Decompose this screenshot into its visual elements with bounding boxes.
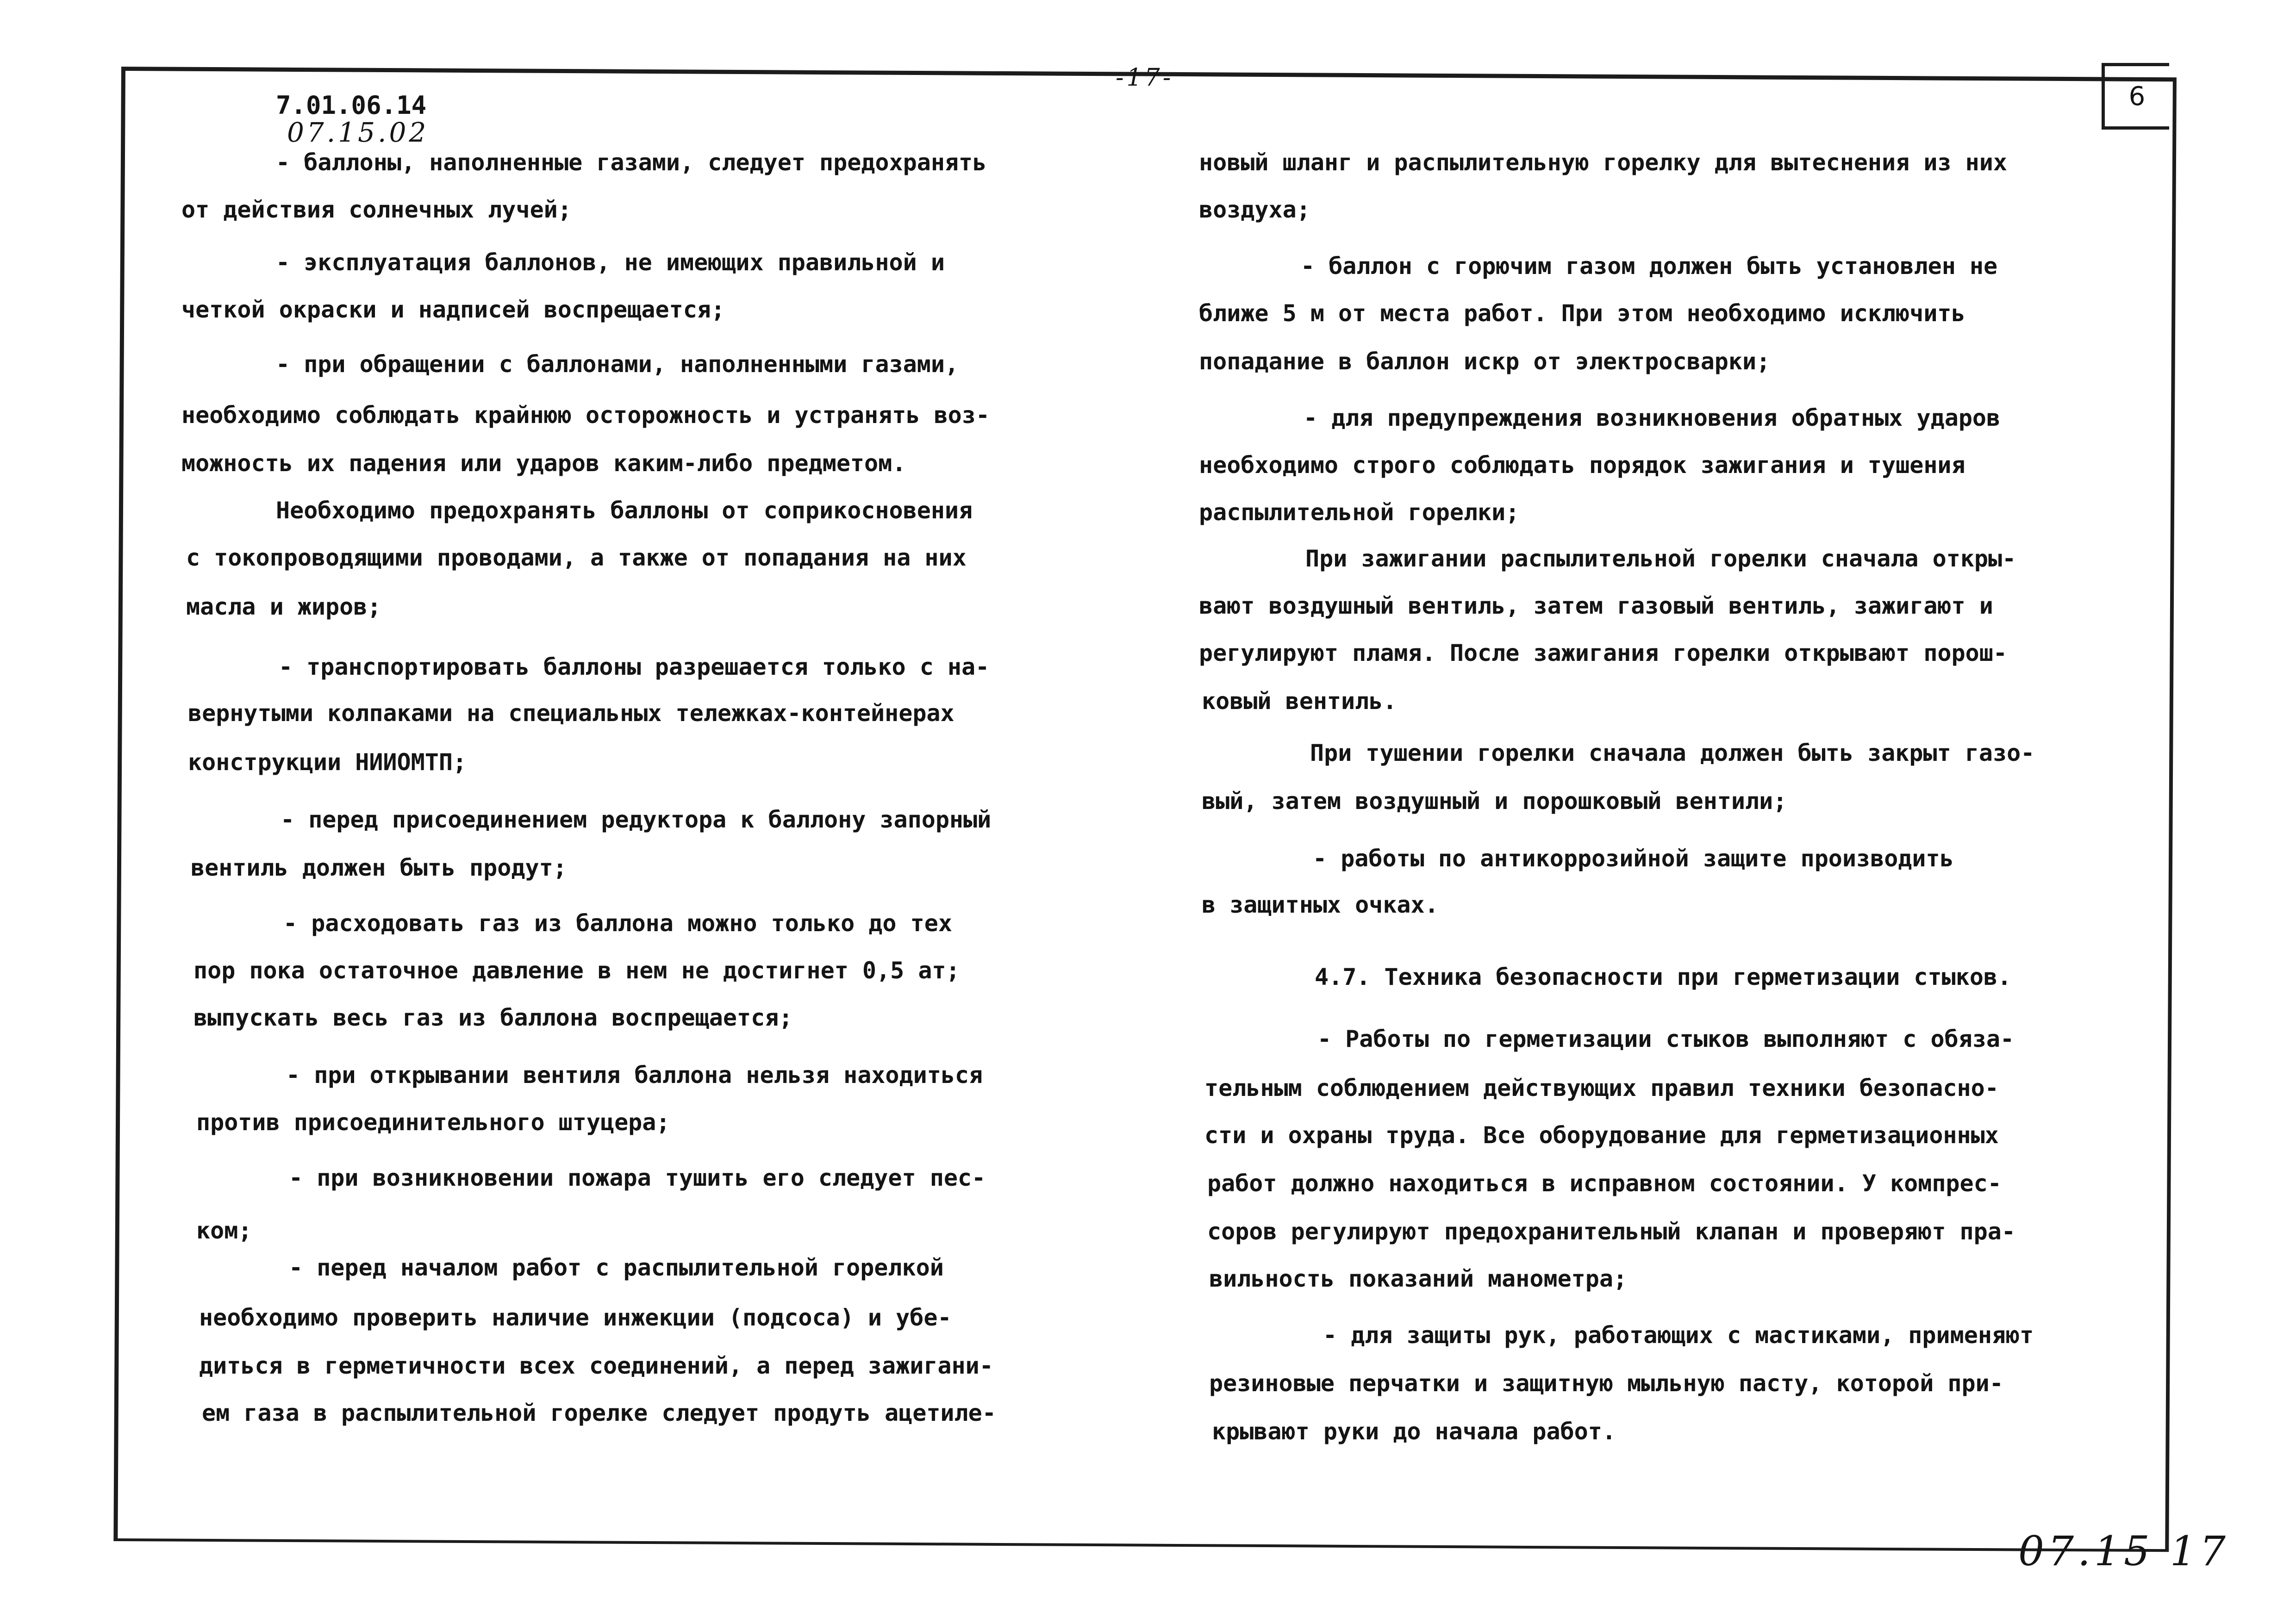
text-line: с токопроводящими проводами, а также от попадания на них: [186, 544, 967, 571]
text-line: диться в герметичности всех соединений, а перед зажигани-: [199, 1352, 993, 1379]
text-line: вильность показаний манометра;: [1209, 1265, 1628, 1292]
text-line: ком;: [196, 1217, 252, 1244]
text-line: конструкции НИИОМТП;: [188, 749, 467, 776]
text-line: - для предупреждения возникновения обратных ударов: [1304, 404, 2001, 431]
text-line: ем газа в распылительной горелке следует продуть ацетиле-: [202, 1400, 996, 1426]
document-code: 7.01.06.14: [276, 91, 427, 120]
text-line: ковый вентиль.: [1202, 688, 1397, 715]
handwritten-document-code: 07.15.02: [287, 117, 429, 148]
text-line: - транспортировать баллоны разрешается только с на-: [279, 653, 990, 680]
sheet-number-box: [2102, 63, 2169, 130]
text-line: ближе 5 м от места работ. При этом необходимо исключить: [1199, 300, 1965, 327]
text-line: - при возникновении пожара тушить его следует пес-: [289, 1164, 986, 1191]
text-line: воздуха;: [1199, 196, 1310, 223]
text-line: - расходовать газ из баллона можно только до тех: [283, 910, 952, 937]
text-line: вый, затем воздушный и порошковый вентили;: [1202, 788, 1787, 815]
text-line: - перед присоединением редуктора к баллону запорный: [281, 806, 992, 833]
text-line: против присоединительного штуцера;: [196, 1109, 670, 1136]
text-line: выпускать весь газ из баллона воспрещается;: [193, 1004, 793, 1031]
text-line: необходимо соблюдать крайнюю осторожность и устранять воз-: [181, 402, 990, 429]
sheet-number: 6: [2128, 81, 2146, 112]
text-line: в защитных очках.: [1202, 891, 1439, 918]
text-line: - при открывании вентиля баллона нельзя находиться: [286, 1062, 983, 1089]
text-line: - для защиты рук, работающих с мастиками, применяют: [1323, 1322, 2034, 1349]
text-line: попадание в баллон искр от электросварки;: [1199, 348, 1771, 375]
handwritten-page-code: 07.15 17: [2018, 1527, 2229, 1575]
text-line: новый шланг и распылительную горелку для вытеснения из них: [1199, 149, 2007, 176]
text-line: тельным соблюдением действующих правил техники безопасно-: [1204, 1075, 1999, 1101]
text-line: вернутыми колпаками на специальных тележках-контейнерах: [188, 700, 955, 727]
text-line: работ должно находиться в исправном состоянии. У компрес-: [1207, 1170, 2002, 1197]
text-line: вентиль должен быть продут;: [191, 854, 567, 881]
text-line: - при обращении с баллонами, наполненными газами,: [276, 351, 959, 378]
text-line: регулируют пламя. После зажигания горелки открывают порош-: [1199, 640, 2007, 666]
text-line: соров регулируют предохранительный клапан и проверяют пра-: [1207, 1218, 2015, 1245]
text-line: - Работы по герметизации стыков выполняют с обяза-: [1317, 1026, 2015, 1052]
text-line: Необходимо предохранять баллоны от соприкосновения: [276, 497, 973, 524]
text-line: - баллон с горючим газом должен быть установлен не: [1301, 253, 1998, 280]
text-line: резиновые перчатки и защитную мыльную пасту, которой при-: [1209, 1370, 2003, 1397]
section-heading: 4.7. Техника безопасности при герметизации стыков.: [1315, 964, 2012, 990]
text-line: сти и охраны труда. Все оборудование для герметизационных: [1204, 1122, 1999, 1149]
text-line: При тушении горелки сначала должен быть закрыт газо-: [1310, 740, 2035, 766]
text-line: распылительной горелки;: [1199, 499, 1520, 526]
text-line: можность их падения или ударов каким-либо предметом.: [181, 450, 906, 477]
text-line: При зажигании распылительной горелки сначала откры-: [1305, 545, 2016, 572]
page-number: -17-: [1116, 64, 1174, 92]
text-line: - работы по антикоррозийной защите производить: [1313, 845, 1954, 872]
text-line: пор пока остаточное давление в нем не достигнет 0,5 ат;: [193, 957, 960, 984]
text-line: вают воздушный вентиль, затем газовый вентиль, зажигают и: [1199, 592, 1993, 619]
text-line: четкой окраски и надписей воспрещается;: [181, 296, 725, 323]
text-line: от действия солнечных лучей;: [181, 196, 572, 223]
text-line: крывают руки до начала работ.: [1212, 1418, 1616, 1445]
text-line: - перед началом работ с распылительной горелкой: [289, 1254, 944, 1281]
text-line: - баллоны, наполненные газами, следует предохранять: [276, 149, 987, 176]
text-line: необходимо строго соблюдать порядок зажигания и тушения: [1199, 452, 1965, 479]
text-line: - эксплуатация баллонов, не имеющих правильной и: [276, 249, 945, 276]
text-line: необходимо проверить наличие инжекции (подсоса) и убе-: [199, 1304, 952, 1331]
text-line: масла и жиров;: [186, 593, 381, 620]
